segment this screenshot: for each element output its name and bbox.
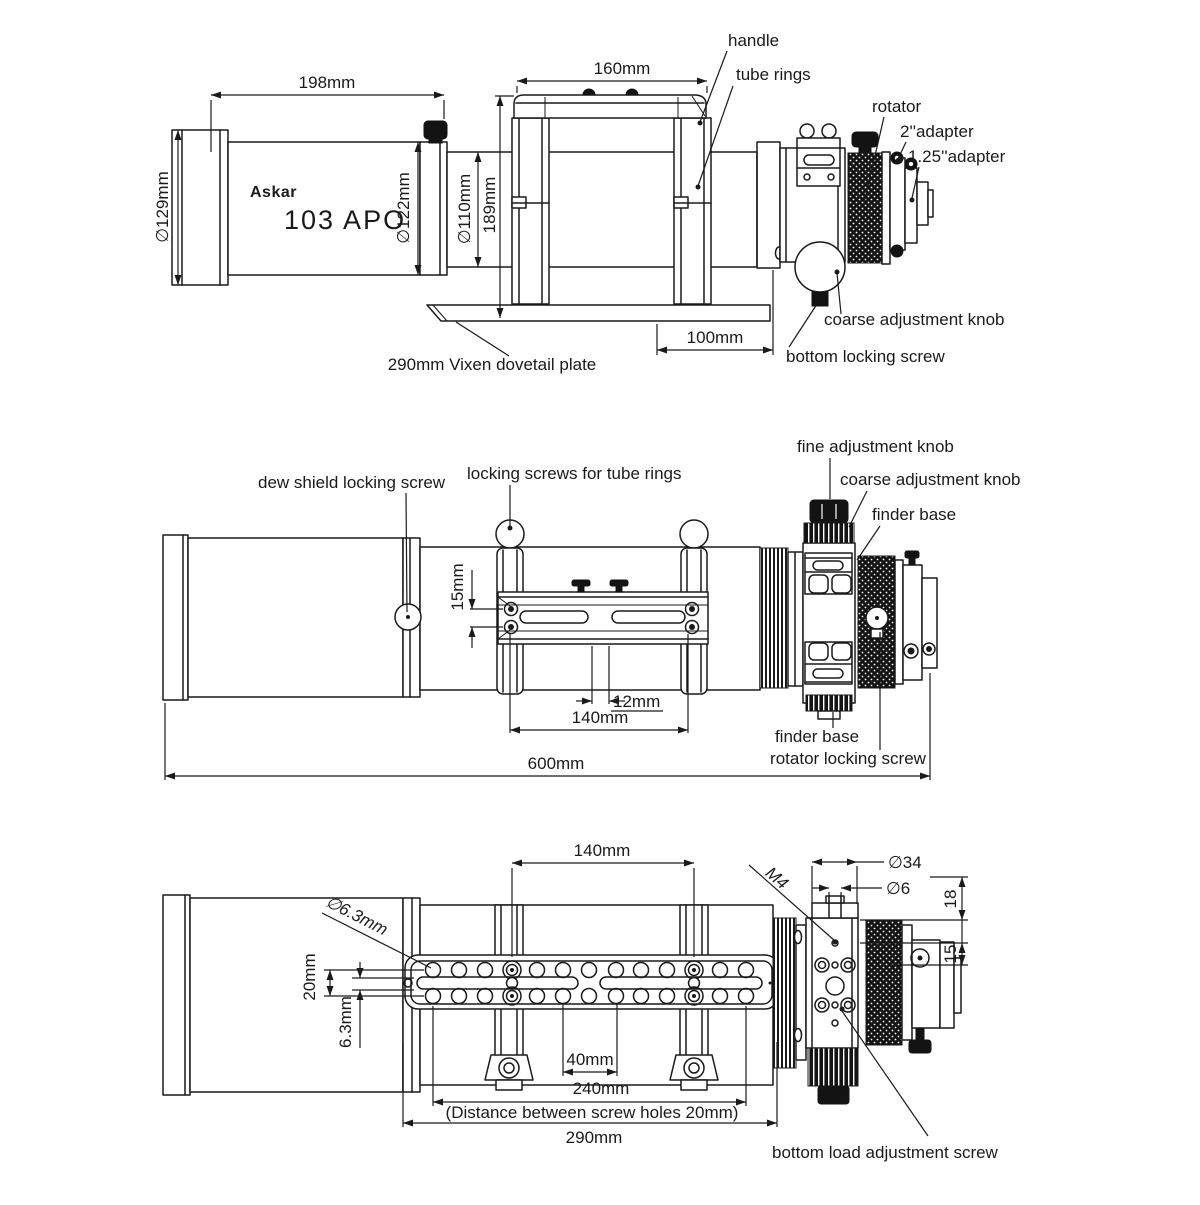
finder-base-block <box>797 124 840 186</box>
dim-122mm-label: ∅122mm <box>394 172 413 244</box>
fine-knob-label: fine adjustment knob <box>797 437 954 456</box>
dim-6-3mm-b-label: 6.3mm <box>336 996 355 1048</box>
bottom-locking-screw-label: bottom locking screw <box>786 347 945 366</box>
dew-shield-locking-screw <box>395 604 421 630</box>
tube-ring-screws-label: locking screws for tube rings <box>467 464 682 483</box>
rotator-lock-knob-top <box>852 132 878 153</box>
dew-shield-screw-label: dew shield locking screw <box>258 473 446 492</box>
dim-600mm-label: 600mm <box>527 754 585 773</box>
focuser-assembly-side <box>757 124 933 306</box>
dim-129mm-label: ∅129mm <box>153 171 172 243</box>
rotator-label: rotator <box>872 97 922 116</box>
vixen-dovetail-plate <box>427 305 770 321</box>
rotator-ring-3 <box>866 920 902 1045</box>
adapter-125in-v2 <box>922 578 937 668</box>
label-dovetail-plate <box>388 322 597 374</box>
screw-holes-note: (Distance between screw holes 20mm) <box>445 1103 739 1122</box>
adapter-125in <box>905 158 933 243</box>
handle-label: handle <box>728 31 780 50</box>
fine-adjustment-knob <box>804 500 854 543</box>
dim-160mm <box>517 59 707 93</box>
dim-198mm <box>211 73 444 152</box>
dim-140mm-v3-label: 140mm <box>573 841 631 860</box>
rotator-ring <box>848 153 882 263</box>
finder-base-bottom-label: finder base <box>774 727 860 746</box>
label-tube-ring-screws <box>467 464 681 531</box>
dim-240mm-label: 240mm <box>572 1079 630 1098</box>
carry-handle <box>514 89 706 118</box>
dim-160mm-label: 160mm <box>593 59 651 78</box>
dim-140mm-v2-label: 140mm <box>571 708 629 727</box>
dew-shield-2 <box>163 535 420 700</box>
view-bottom <box>163 841 999 1162</box>
dim-110mm-label: ∅110mm <box>455 173 474 245</box>
finder-base-top-block <box>805 553 852 594</box>
view-side-opposite <box>163 437 1021 780</box>
dim-12mm-label: 12mm <box>613 692 661 711</box>
rotator-locking-screw-label: rotator locking screw <box>770 749 926 768</box>
dovetail-plate-label: 290mm Vixen dovetail plate <box>387 355 597 374</box>
125in-adapter-label: 1.25''adapter <box>908 147 1006 166</box>
dim-15mm-label: 15mm <box>448 563 467 611</box>
tube-rings-label: tube rings <box>736 65 811 84</box>
dim-20mm-label: 20mm <box>300 953 319 1001</box>
dim-m4-label: M4 <box>761 863 793 893</box>
dim-6-label: ∅6 <box>886 879 911 898</box>
dim-34-label: ∅34 <box>888 853 922 872</box>
focuser-assembly-2 <box>760 500 937 719</box>
dim-198mm-label: 198mm <box>298 73 356 92</box>
focuser-assembly-bottom <box>773 896 961 1104</box>
dim-100mm-label: 100mm <box>686 328 744 347</box>
dovetail-bar-bottom <box>404 955 778 1009</box>
dim-40mm-label: 40mm <box>566 1050 614 1069</box>
focuser-base-plate-bottom <box>806 896 858 1048</box>
finder-base-bottom-block <box>805 642 852 684</box>
label-finder-base-bottom <box>775 712 859 746</box>
coarse-knob-label-v2: coarse adjustment knob <box>840 470 1021 489</box>
dim-15-label: 15 <box>941 944 960 964</box>
coarse-knob-bottom <box>808 1048 858 1086</box>
dew-shield-knob <box>424 121 447 143</box>
view-side-with-handle <box>153 31 1006 374</box>
2in-adapter-label: 2''adapter <box>900 122 974 141</box>
finder-base-top-label: finder base <box>872 505 957 524</box>
coarse-knob-label-v1: coarse adjustment knob <box>824 310 1005 329</box>
label-coarse-knob-v1 <box>824 270 1005 330</box>
adapter-2in-v2 <box>903 551 922 680</box>
dim-6-3mm-label: ∅6.3mm <box>322 892 391 940</box>
dim-189mm-label: 189mm <box>480 176 499 234</box>
brand-logo: Askar <box>250 184 297 201</box>
model-label: 103 APO <box>284 205 407 235</box>
bottom-load-screw-label: bottom load adjustment screw <box>772 1143 998 1162</box>
dim-18-label: 18 <box>941 889 960 909</box>
adapter-2in <box>890 152 905 257</box>
adapter-bottom <box>909 940 940 1053</box>
dim-290mm-label: 290mm <box>565 1128 623 1147</box>
label-fine-knob <box>797 437 954 499</box>
